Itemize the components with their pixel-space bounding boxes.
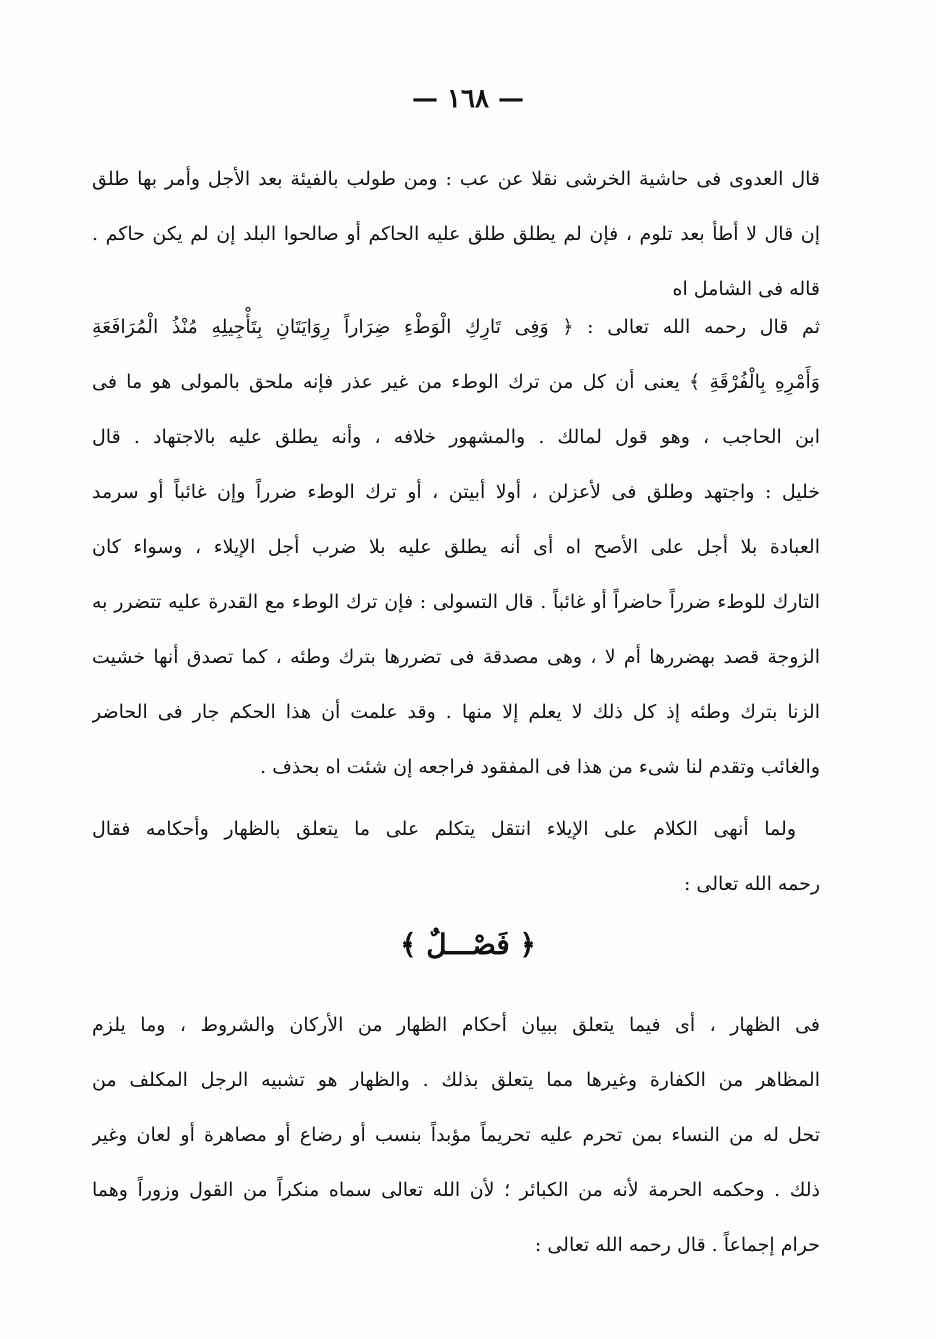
- paragraph-zihar-definition: [92, 998, 820, 1273]
- text-line: ثم قال رحمه الله تعالى : ﴿ وَفِى تَارِكِ الْوَطْءِ ضِرَاراً رِوَايَتَانِ بِتَأْجِيلِهِ مُنْذُ الْمُرَافَعَةِ: [92, 316, 820, 338]
- text-line: قاله فى الشامل اه: [672, 278, 820, 300]
- text-line: ذلك . وحكمه الحرمة لأنه من الكبائر ؛ لأن الله تعالى سماه منكراً من القول وزوراً وهما: [92, 1179, 820, 1201]
- section-heading: ﴿ فَصْـــلٌ ﴾: [400, 928, 536, 961]
- text-line: ولما أنهى الكلام على الإيلاء انتقل يتكلم على ما يتعلق بالظهار وأحكامه فقال: [92, 818, 796, 840]
- text-line: قال العدوى فى حاشية الخرشى نقلا عن عب : ومن طولب بالفيئة بعد الأجل وأمر بها طلق: [92, 168, 820, 190]
- text-line: حرام إجماعاً . قال رحمه الله تعالى :: [534, 1234, 820, 1256]
- text-line: الزنا بترك وطئه إذ كل ذلك لا يعلم إلا منها . وقد علمت أن هذا الحكم جار فى الحاضر: [92, 701, 820, 723]
- text-line: التارك للوطء ضرراً حاضراً أو غائباً . قال التسولى : فإن ترك الوطء مع القدرة عليه تتضرر به: [92, 591, 820, 613]
- text-line: العبادة بلا أجل على الأصح اه أى أنه يطلق عليه بلا ضرب أجل الإيلاء ، وسواء كان: [92, 536, 820, 558]
- paragraph-adawi-note: [92, 152, 820, 317]
- text-line: إن قال لا أطأ بعد تلوم ، فإن لم يطلق طلق عليه الحاكم أو صالحوا البلد إن لم يكن حاكم .: [92, 223, 820, 245]
- text-line: رحمه الله تعالى :: [683, 873, 820, 895]
- text-line: تحل له من النساء بمن تحرم عليه تحريماً مؤبداً بنسب أو رضاع أو مصاهرة أو لعان وغير: [92, 1124, 820, 1146]
- text-line: المظاهر من الكفارة وغيرها مما يتعلق بذلك . والظهار هو تشبيه الرجل المكلف من: [92, 1069, 820, 1091]
- paragraph-transition-to-zihar: [92, 802, 820, 912]
- paragraph-abandoning-intercourse: [92, 300, 820, 795]
- text-line: والغائب وتقدم لنا شىء من هذا فى المفقود فراجعه إن شئت اه بحذف .: [260, 756, 820, 778]
- text-line: الزوجة قصد بهضررها أم لا ، وهى مصدقة فى تضررها بترك وطئه ، كما تصدق أنها خشيت: [92, 646, 820, 668]
- text-line: ابن الحاجب ، وهو قول لمالك . والمشهور خلافه ، وأنه يطلق عليه بالاجتهاد . قال: [92, 426, 820, 448]
- text-line: فى الظهار ، أى فيما يتعلق ببيان أحكام الظهار من الأركان والشروط ، وما يلزم: [92, 1014, 820, 1036]
- page-number: — ١٦٨ —: [411, 84, 525, 114]
- text-line: خليل : واجتهد وطلق فى لأعزلن ، أولا أبيتن ، أو ترك الوطء ضرراً وإن غائباً أو سرمد: [92, 481, 820, 503]
- text-line: وَأَمْرِهِ بِالْفُرْقَةِ ﴾ يعنى أن كل من ترك الوطء من غير عذر فإنه ملحق بالمولى هو ما فى: [92, 371, 820, 393]
